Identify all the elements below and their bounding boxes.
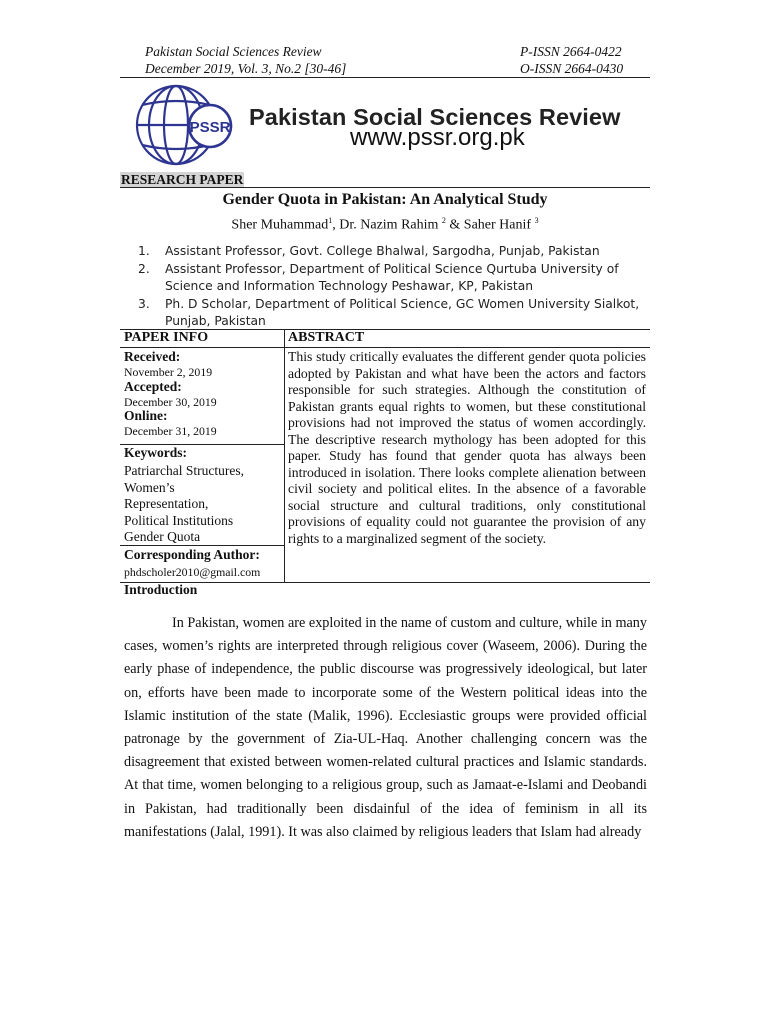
paper-type-label: RESEARCH PAPER [121, 172, 244, 187]
author-name: Saher Hanif [463, 217, 532, 233]
affiliation-number: 2. [138, 262, 150, 276]
paper-title: Gender Quota in Pakistan: An Analytical Study [222, 191, 548, 208]
logo-badge-text: PSSR [189, 119, 231, 136]
online-date: December 31, 2019 [124, 424, 217, 438]
header-rule [120, 77, 650, 78]
abstract-heading: ABSTRACT [288, 330, 365, 345]
author-name: Sher Muhammad [231, 217, 329, 233]
introduction-paragraph: In Pakistan, women are exploited in the name of custom and culture, while in many cases, women’s rights are interpreted through religious cover (Waseem, 2006). During the early phase of independence, the public discourse was progressively ideological, but later on, efforts have been made to incorporate some of the Western political ideas into the Islamic institution of the state (Malik, 1996). Ecclesiastic groups were provided official patronage by the government of Zia-UL-Haq. Another challenging concern was the disagreement that existed between women-related cultural practices and Islamic standards. At that time, women belonging to a religious group, such as Jamaat-e-Islami and Deobandi in Pakistan, had traditionally been disdainful of the idea of feminism in all its manifestations (Jalal, 1991). It was also claimed by religious leaders that Islam had already [124, 615, 647, 840]
affiliation-text: Assistant Professor, Govt. College Bhalwal, Sargodha, Punjab, Pakistan [165, 244, 600, 258]
affiliation-text: Ph. D Scholar, Department of Political Science, GC Women University Sialkot, Punjab, Pakistan [165, 297, 640, 328]
keywords-label: Keywords: [124, 445, 187, 460]
title-rule [120, 187, 650, 188]
keyword-item: Representation, [124, 496, 209, 511]
running-header [120, 43, 650, 77]
keywords-list [124, 463, 284, 546]
logo-title: Pakistan Social Sciences Review [249, 104, 621, 130]
affiliation-item [138, 261, 653, 295]
affiliation-text: Assistant Professor, Department of Political Science Qurtuba University of Science and Information Technology Peshawar, KP, Pakistan [165, 262, 619, 293]
introduction-heading: Introduction [124, 582, 198, 597]
received-date: November 2, 2019 [124, 365, 213, 379]
paper-info-heading: PAPER INFO [124, 330, 209, 345]
accepted-date: December 30, 2019 [124, 395, 217, 409]
author-separator: & [445, 217, 464, 233]
corresponding-author-label: Corresponding Author: [124, 547, 260, 562]
o-issn: O-ISSN 2664-0430 [520, 61, 624, 76]
logo-url: www.pssr.org.pk [350, 124, 525, 151]
corresponding-email: phdscholer2010@gmail.com [124, 565, 261, 579]
author-separator: , [332, 217, 340, 233]
table-bottom-rule [120, 582, 650, 583]
p-issn: P-ISSN 2664-0422 [520, 44, 622, 59]
author-sup: 3 [534, 216, 539, 225]
keyword-item: Political Institutions [124, 512, 234, 528]
affiliation-item [138, 243, 653, 260]
affiliation-item [138, 296, 653, 330]
keyword-item: Gender Quota [124, 529, 201, 544]
keyword-item: Patriarchal Structures, [124, 463, 244, 478]
globe-logo-icon [118, 82, 258, 168]
author-sup: 2 [441, 216, 446, 225]
received-label: Received: [124, 349, 181, 364]
issue-info: December 2019, Vol. 3, No.2 [30-46] [145, 61, 347, 76]
author-sup: 1 [328, 216, 333, 225]
author-name: Dr. Nazim Rahim [339, 217, 439, 233]
author-list [120, 216, 650, 234]
affiliation-number: 3. [138, 297, 150, 311]
abstract-text: This study critically evaluates the different gender quota policies adopted by Pakistan and what have been the actors and factors responsible for such strategies. Although the constitution of Pakistan grants equal rights to women, but these constitutional provisions had not improved the status of women accordingly. The descriptive research mythology has been adopted for this paper. Study has found that gender quota has always been introduced in isolation. There looks complete alienation between civil society and political elites. In the absence of a favorable social structure and cultural traditions, only constitutional provisions of equality could not guarantee the provision of any rights to a marginalized segment of the society. [288, 349, 646, 546]
affiliation-number: 1. [138, 244, 150, 258]
journal-name: Pakistan Social Sciences Review [145, 44, 322, 59]
table-column-divider [284, 330, 285, 583]
accepted-label: Accepted: [124, 379, 182, 394]
table-header-rule [120, 347, 650, 348]
keyword-item: Women’s [124, 479, 175, 495]
online-label: Online: [124, 408, 168, 423]
